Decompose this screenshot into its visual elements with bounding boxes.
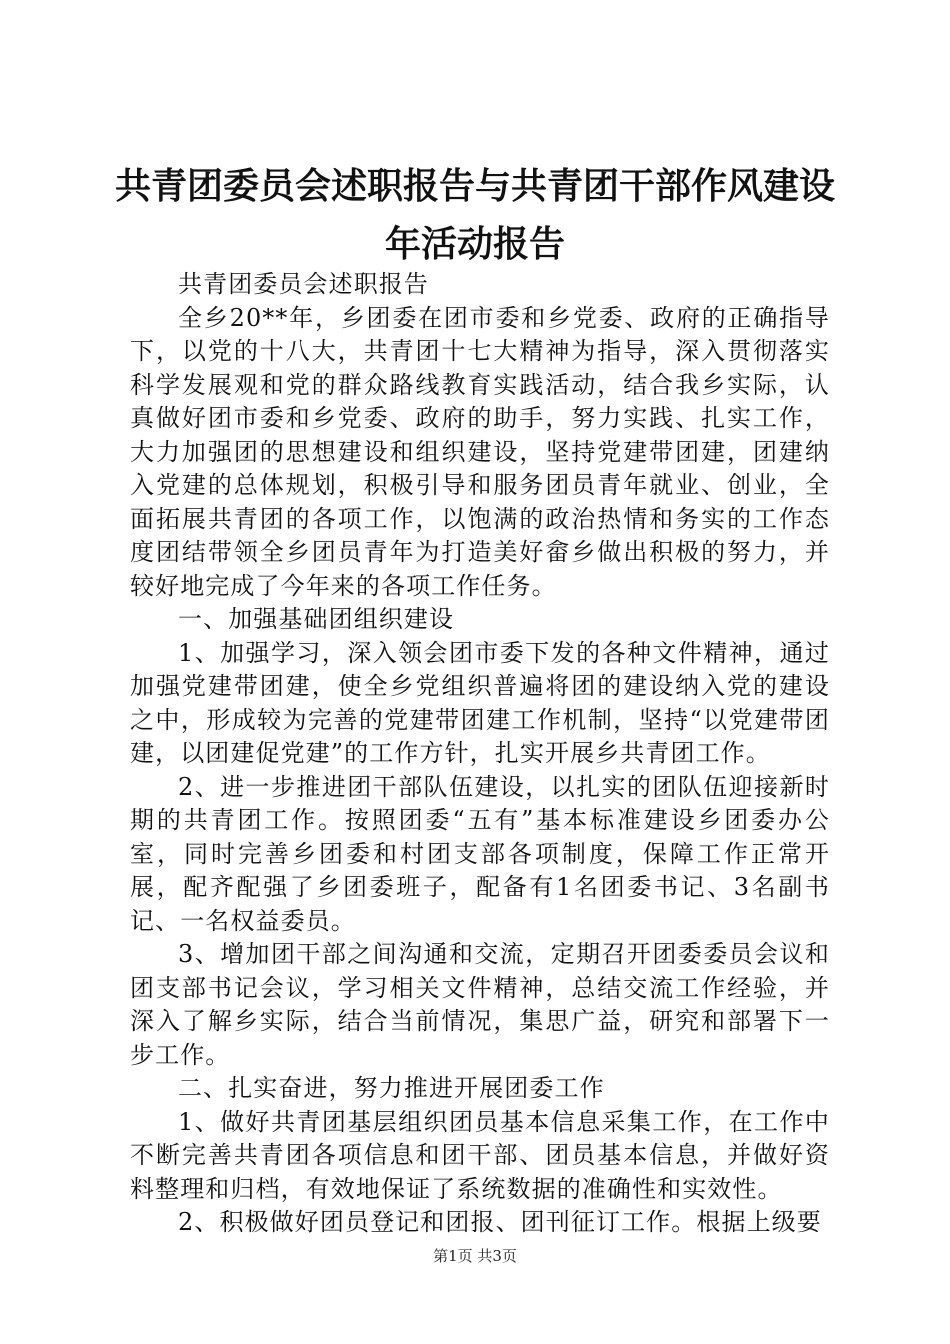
paragraph-2-1: 1、做好共青团基层组织团员基本信息采集工作，在工作中不断完善共青团各项信息和团干部、团员基本信息，并做好资料整理和归档，有效地保证了系统数据的准确性和实效性。	[130, 1107, 830, 1203]
paragraph-heading-report: 共青团委员会述职报告	[178, 270, 429, 298]
section-heading-2: 二、扎实奋进，努力推进开展团委工作	[178, 1074, 605, 1102]
page-footer: 第1页 共3页	[433, 1247, 517, 1265]
paragraph-1-1: 1、加强学习，深入领会团市委下发的各种文件精神，通过加强党建带团建，使全乡党组织普遍将团的建设纳入党的建设之中，形成较为完善的党建带团建工作机制，坚持“以党建带团建，以团建促党建”的工作方针，扎实开展乡共青团工作。	[130, 638, 830, 767]
document-title: 共青团委员会述职报告与共青团干部作风建设年活动报告	[114, 166, 835, 265]
section-heading-1: 一、加强基础团组织建设	[178, 605, 455, 633]
paragraph-2-2: 2、积极做好团员登记和团报、团刊征订工作。根据上级要	[178, 1208, 822, 1236]
paragraph-intro: 全乡20**年，乡团委在团市委和乡党委、政府的正确指导下，以党的十八大，共青团十七大精神为指导，深入贯彻落实科学发展观和党的群众路线教育实践活动，结合我乡实际，认真做好团市委和乡党委、政府的助手，努力实践、扎实工作，大力加强团的思想建设和组织建设，坚持党建带团建，团建纳入党建的总体规划，积极引导和服务团员青年就业、创业，全面拓展共青团的各项工作，以饱满的政治热情和务实的工作态度团结带领全乡团员青年为打造美好畲乡做出积极的努力，并较好地完成了今年来的各项工作任务。	[130, 303, 830, 600]
paragraph-1-3: 3、增加团干部之间沟通和交流，定期召开团委委员会议和团支部书记会议，学习相关文件精神，总结交流工作经验，并深入了解乡实际，结合当前情况，集思广益，研究和部署下一步工作。	[130, 940, 830, 1069]
document-body	[130, 268, 830, 1240]
paragraph-1-2: 2、进一步推进团干部队伍建设，以扎实的团队伍迎接新时期的共青团工作。按照团委“五有”基本标准建设乡团委办公室，同时完善乡团委和村团支部各项制度，保障工作正常开展，配齐配强了乡团委班子，配备有1名团委书记、3名副书记、一名权益委员。	[130, 772, 830, 935]
